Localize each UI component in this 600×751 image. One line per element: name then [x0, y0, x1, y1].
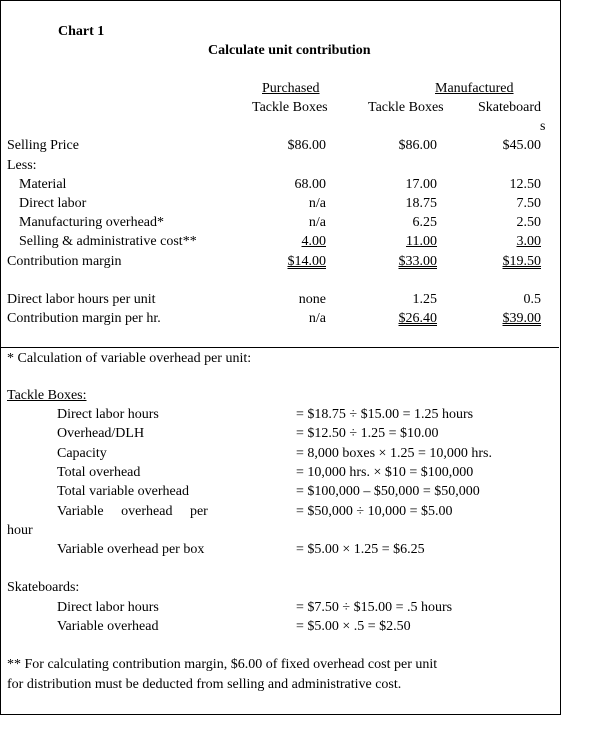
header-manufactured: Manufactured [435, 81, 514, 96]
calc-label-wrap: hour [7, 523, 33, 538]
chart-label: Chart 1 [58, 24, 105, 39]
calc-value: = $100,000 – $50,000 = $50,000 [296, 484, 480, 499]
calc-value: = $50,000 ÷ 10,000 = $5.00 [296, 504, 453, 519]
row-label: Material [19, 177, 67, 192]
row-label: Direct labor hours per unit [7, 292, 156, 307]
col-header-tackle-purchased: Tackle Boxes [252, 100, 328, 115]
value-tackle-manufactured: $26.40 [398, 311, 437, 326]
calc-value: = $5.00 × .5 = $2.50 [296, 619, 411, 634]
row-label: Selling & administrative cost** [19, 234, 197, 249]
calc-label: Variable overhead [57, 619, 159, 634]
calc-label: Total overhead [57, 465, 141, 480]
calc-label: Overhead/DLH [57, 426, 145, 441]
calc-label: Direct labor hours [57, 407, 159, 422]
row-label: Less: [7, 158, 37, 173]
row-label: Manufacturing overhead* [19, 215, 164, 230]
value-skateboards: $39.00 [502, 311, 541, 326]
calc-label: Direct labor hours [57, 600, 159, 615]
value-skateboards: 2.50 [516, 215, 541, 230]
value-tackle-manufactured: $86.00 [398, 138, 437, 153]
value-skateboards: $19.50 [502, 254, 541, 269]
value-tackle-manufactured: 1.25 [412, 292, 437, 307]
value-purchased: $14.00 [287, 254, 326, 269]
value-purchased: 4.00 [301, 234, 326, 249]
col-header-tackle-manufactured: Tackle Boxes [368, 100, 444, 115]
value-skateboards: 0.5 [523, 292, 541, 307]
page-title: Calculate unit contribution [208, 43, 371, 58]
row-label: Contribution margin [7, 254, 122, 269]
value-purchased: $86.00 [287, 138, 326, 153]
calc-label: Variable overhead per [57, 504, 208, 519]
col-header-skateboards: Skateboard [478, 100, 541, 115]
calc-label: Capacity [57, 446, 107, 461]
col-header-skateboards-wrap: s [540, 119, 546, 134]
calc-label: Variable overhead per box [57, 542, 205, 557]
value-purchased: 68.00 [294, 177, 326, 192]
value-tackle-manufactured: 6.25 [412, 215, 437, 230]
value-skateboards: 12.50 [509, 177, 541, 192]
calc-value: = $7.50 ÷ $15.00 = .5 hours [296, 600, 453, 615]
value-purchased: none [298, 292, 326, 307]
calc-value: = $12.50 ÷ 1.25 = $10.00 [296, 426, 439, 441]
tackle-boxes-heading: Tackle Boxes: [7, 388, 87, 403]
value-tackle-manufactured: $33.00 [398, 254, 437, 269]
calc-value: = 10,000 hrs. × $10 = $100,000 [296, 465, 474, 480]
value-tackle-manufactured: 18.75 [405, 196, 437, 211]
footnote-contribution-margin-line2: for distribution must be deducted from selling and administrative cost. [7, 677, 402, 692]
value-tackle-manufactured: 17.00 [405, 177, 437, 192]
value-purchased: n/a [308, 215, 326, 230]
row-label: Selling Price [7, 138, 79, 153]
value-purchased: n/a [308, 311, 326, 326]
value-skateboards: 3.00 [516, 234, 541, 249]
calc-label: Total variable overhead [57, 484, 189, 499]
row-label: Direct labor [19, 196, 87, 211]
footnote-contribution-margin-line1: ** For calculating contribution margin, $6.00 of fixed overhead cost per unit [7, 657, 438, 672]
calc-value: = 8,000 boxes × 1.25 = 10,000 hrs. [296, 446, 492, 461]
value-tackle-manufactured: 11.00 [406, 234, 437, 249]
value-skateboards: $45.00 [502, 138, 541, 153]
skateboards-heading: Skateboards: [7, 580, 80, 595]
section-divider [0, 347, 559, 348]
row-label: Contribution margin per hr. [7, 311, 161, 326]
header-purchased: Purchased [262, 81, 320, 96]
calc-value: = $5.00 × 1.25 = $6.25 [296, 542, 425, 557]
value-skateboards: 7.50 [516, 196, 541, 211]
footnote-variable-overhead: * Calculation of variable overhead per unit: [7, 351, 252, 366]
value-purchased: n/a [308, 196, 326, 211]
calc-value: = $18.75 ÷ $15.00 = 1.25 hours [296, 407, 474, 422]
